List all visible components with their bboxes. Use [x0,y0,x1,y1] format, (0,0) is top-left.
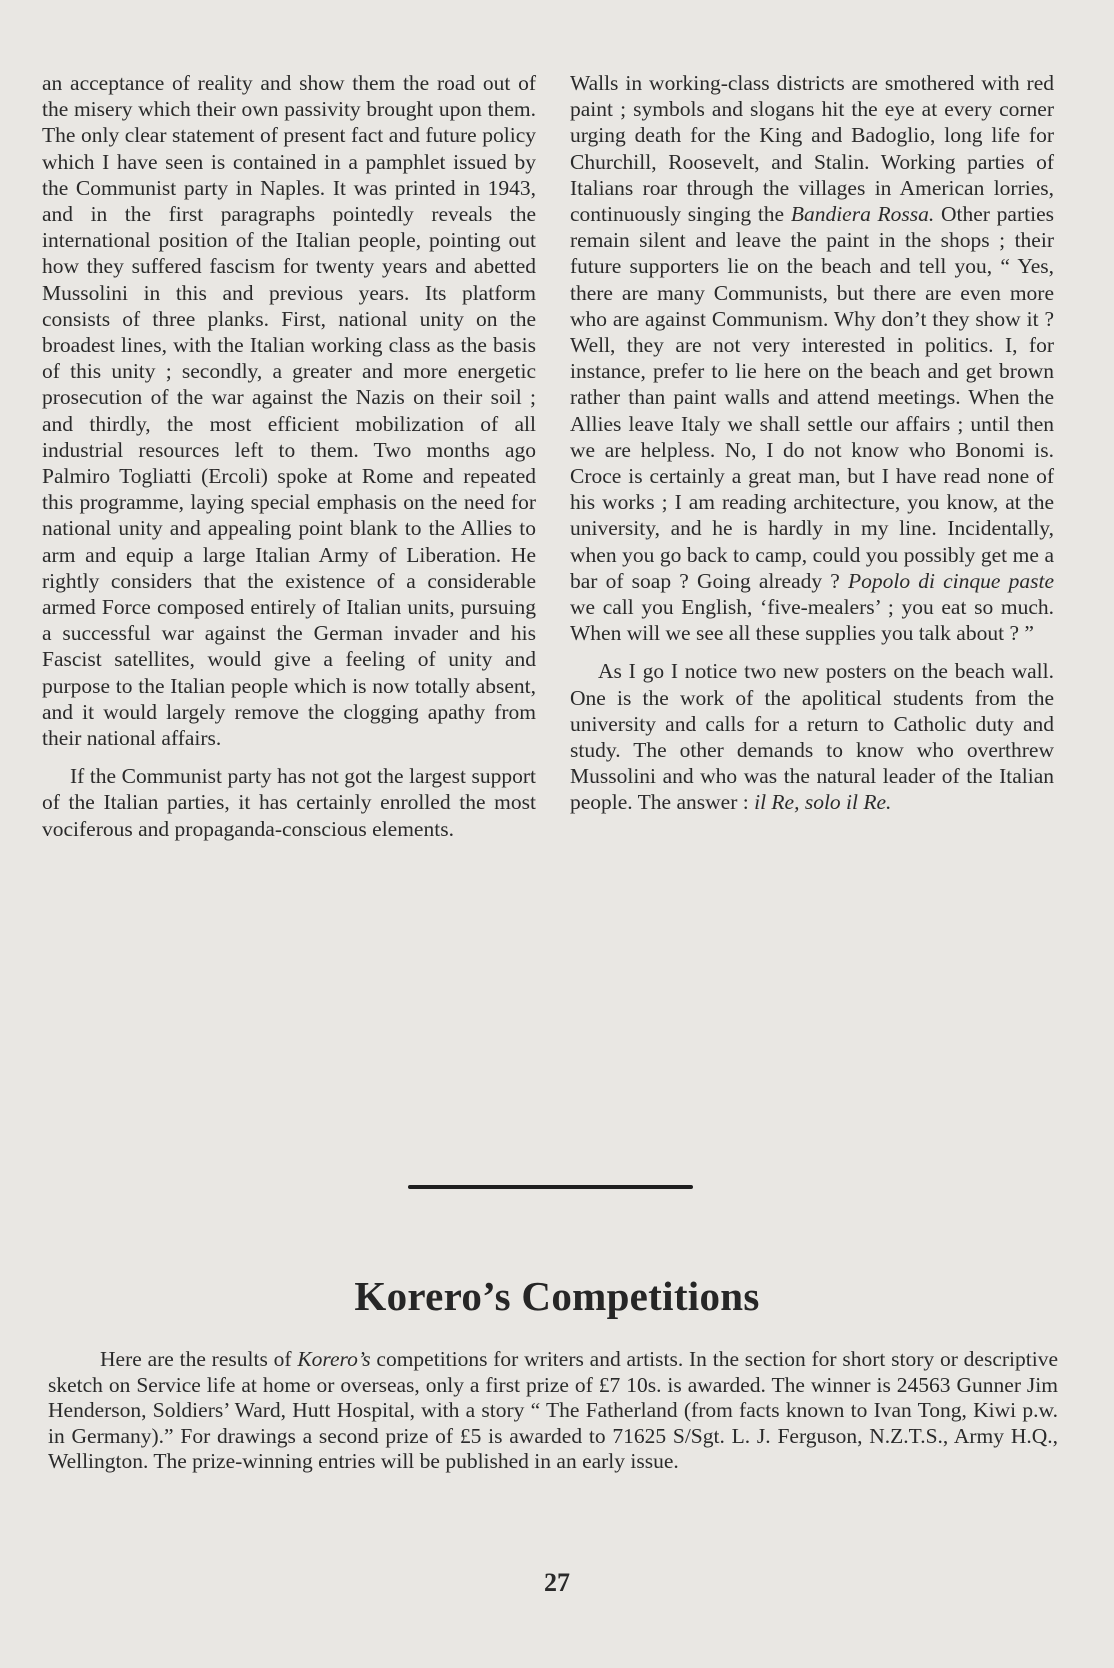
intro-italic: Korero’s [297,1347,371,1371]
right-p2-text: As I go I notice two new posters on the beach wall. One is the work of the apolitical students from the university and calls for a return to Catholic duty and study. The other demands to know who overthrew Mussolini and who was the natural leader of the Italian people. The answer : [570,659,1054,815]
right-p1-text-b: Other parties remain silent and leave the paint in the shops ; their future supporters lie on the beach and tell you, “ Yes, there are many Communists, but there are even more who are against Communism. Why don’t they show it ? Well, they are not very interested in politics. I, for instance, prefer to lie here on the beach and get brown rather than paint walls and attend meetings. When the Allies leave Italy we shall settle our affairs ; until then we are helpless. No, I do not know who Bonomi is. Croce is certainly a great man, but I have read none of his works ; I am reading architecture, you know, at the university, and he is hardly in my line. Incidentally, when you go back to camp, could you possibly get me a bar of soap ? Going already ? [570,202,1054,593]
left-paragraph-2: If the Communist party has not got the largest support of the Italian parties, it has certainly enrolled the most vociferous and propaganda-conscious elements. [42,764,536,841]
intro-text-b: competitions for writers and artists. In the section for short story or descriptive sketch on Service life at home or overseas, only a first prize of £7 10s. is awarded. The winner is 24563 Gunner Jim Henderson, Soldiers’ Ward, Hutt Hospital, with a story “ The Fatherland (from facts known to Ivan Tong, Kiwi p.w. in Germany).” For drawings a second prize of £5 is awarded to 71625 S/Sgt. L. J. Ferguson, N.Z.T.S., Army H.Q., Wellington. The prize-winning entries will be published in an early issue. [48,1347,1058,1473]
right-p1-text-c: we call you English, ‘five-mealers’ ; you eat so much. When will we see all these supplies you talk about ? ” [570,595,1054,646]
right-p1-italic-1: Bandiera Rossa. [790,202,935,227]
right-p1-italic-2: Popolo di cinque paste [847,568,1054,593]
left-paragraph-1: an acceptance of reality and show them the road out of the misery which their own passivity brought upon them. The only clear statement of present fact and future policy which I have seen is contained in a pamphlet issued by the Communist party in Naples. It was printed in 1943, and in the first paragraphs pointedly reveals the international position of the Italian people, pointing out how they suffered fascism for twenty years and abetted Mussolini in this and previous years. Its platform consists of three planks. First, national unity on the broadest lines, with the Italian working class as the basis of this unity ; secondly, a greater and more energetic prosecution of the war against the Nazis on their soil ; and thirdly, the most efficient mobilization of all industrial resources left to them. Two months ago Palmiro Togliatti (Ercoli) spoke at Rome and repeated this programme, laying special emphasis on the need for national unity and appealing point blank to the Allies to arm and equip a large Italian Army of Liberation. He rightly considers that the existence of a considerable armed Force composed entirely of Italian units, pursuing a successful war against the German invader and his Fascist satellites, would give a feeling of unity and purpose to the Italian people which is now totally absent, and it would largely remove the clogging apathy from their national affairs. [42,71,536,751]
section-divider [408,1185,693,1189]
right-p2-italic: il Re, solo il Re. [754,790,892,815]
right-paragraph-1 [570,70,1054,646]
left-column [42,70,536,842]
section-title: Korero’s Competitions [354,1273,760,1319]
right-column [570,70,1054,816]
competition-results-paragraph [48,1347,1058,1475]
intro-text-a: Here are the results of [100,1347,298,1371]
page-number: 27 [544,1568,570,1597]
right-p1-text-a: Walls in working-class districts are smothered with red paint ; symbols and slogans hit the eye at every corner urging death for the King and Badoglio, long life for Churchill, Roosevelt, and Stalin. Working parties of Italians roar through the villages in American lorries, continuously singing the [570,71,1054,227]
right-paragraph-2 [570,658,1054,815]
